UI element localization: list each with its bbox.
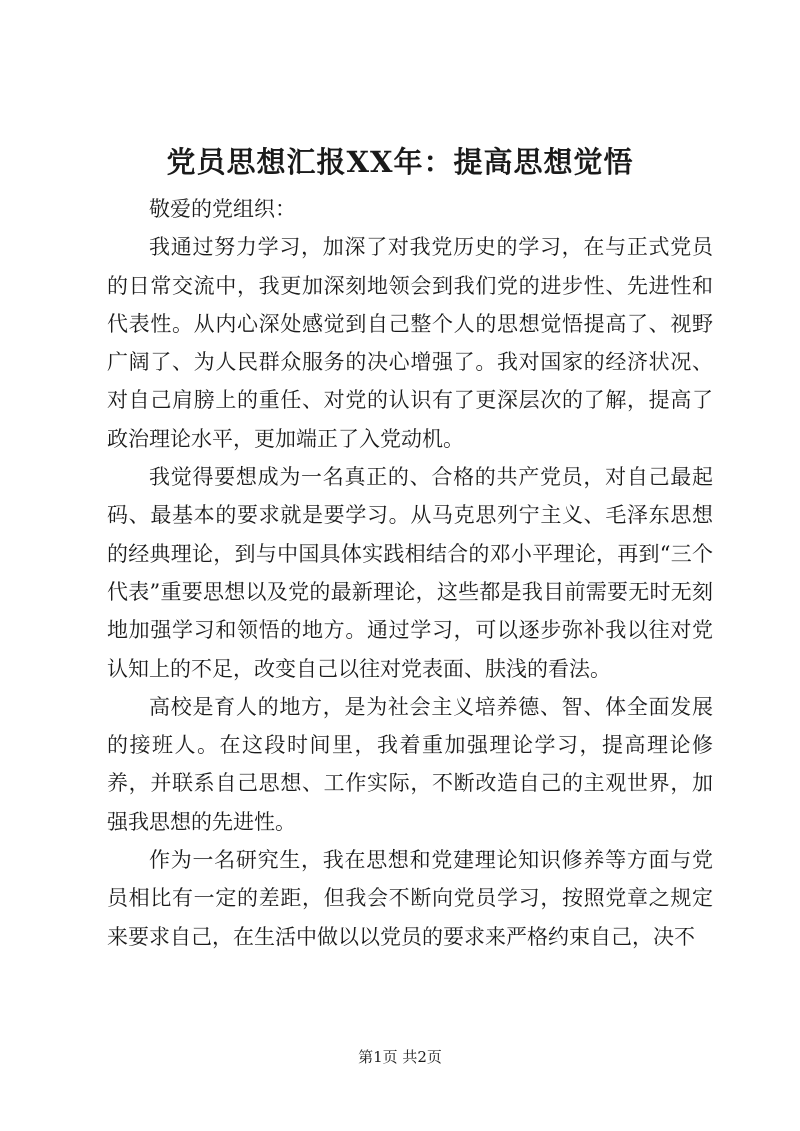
page-number-footer: 第1页 共2页 — [358, 1048, 442, 1066]
salutation: 敬爱的党组织： — [149, 197, 296, 221]
paragraph-3: 高校是育人的地方，是为社会主义培养德、智、体全面发展的接班人。在这段时间里，我着重加强理论学习，提高理论修养，并联系自己思想、工作实际，不断改造自己的主观世界，加强我思想的先进性。 — [107, 694, 713, 834]
paragraph-4: 作为一名研究生，我在思想和党建理论知识修养等方面与党员相比有一定的差距，但我会不断向党员学习，按照党章之规定来要求自己，在生活中做以以党员的要求来严格约束自己，决不 — [107, 848, 713, 949]
paragraph-1: 我通过努力学习，加深了对我党历史的学习，在与正式党员的日常交流中，我更加深刻地领会到我们党的进步性、先进性和代表性。从内心深处感觉到自己整个人的思想觉悟提高了、视野广阔了、为人民群众服务的决心增强了。我对国家的经济状况、对自己肩膀上的重任、对党的认识有了更深层次的了解，提高了政治理论水平，更加端正了入党动机。 — [107, 235, 713, 451]
document-title: 党员思想汇报XX年：提高思想觉悟 — [166, 145, 634, 179]
document-body — [107, 190, 713, 956]
paragraph-2: 我觉得要想成为一名真正的、合格的共产党员，对自己最起码、最基本的要求就是要学习。从马克思列宁主义、毛泽东思想的经典理论，到与中国具体实践相结合的邓小平理论，再到“三个代表”重要思想以及党的最新理论，这些都是我目前需要无时无刻地加强学习和领悟的地方。通过学习，可以逐步弥补我以往对党认知上的不足，改变自己以往对党表面、肤浅的看法。 — [107, 465, 713, 681]
